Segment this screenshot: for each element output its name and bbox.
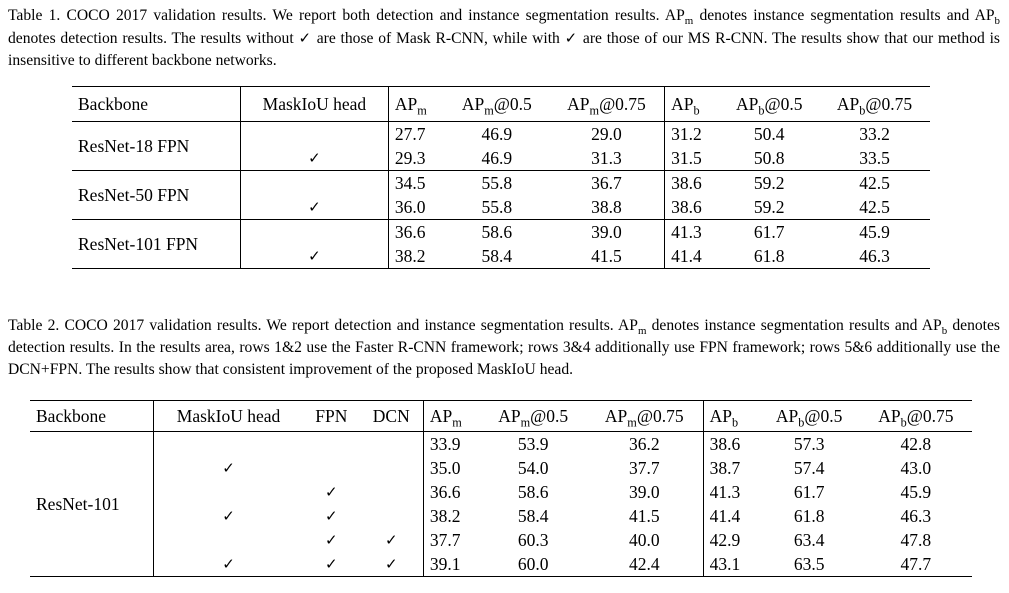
table2-caption: Table 2. COCO 2017 validation results. We report detection and instance segmentation results. $AP_m$ denotes instance segmentation results and $AP_b$ denotes detection results. In the results area, rows 1&2 use the Faster R-CNN framework; rows 3&4 additionally use FPN framework; rows 5&6 additionally use the DCN+FPN. The results show that consistent improvement of the proposed MaskIoU head. <box>8 317 1000 378</box>
ap-b-cell: 38.6 <box>665 195 720 220</box>
header-ap-m-75: $AP_m@0.75$ <box>586 401 703 432</box>
table1-caption: Table 1. COCO 2017 validation results. We report both detection and instance segmentation results. $AP_m$ denotes instance segmentation results and $AP_b$ denotes detection results. The results without ✓ are those of Mask R-CNN, while with ✓ are those of our MS R-CNN. The results show that our method is insensitive to different backbone networks. <box>8 7 1000 69</box>
ap-b-75-cell: 43.0 <box>900 457 932 478</box>
maskiou-cell <box>154 528 303 552</box>
header-backbone: Backbone <box>30 401 154 432</box>
header-backbone: Backbone <box>72 87 240 122</box>
table-row <box>30 504 972 528</box>
ap-m-75-cell: 41.5 <box>628 505 660 526</box>
ap-m-50-cell: 46.9 <box>481 147 513 168</box>
ap-m-cell: 27.7 <box>388 122 444 147</box>
ap-b-cell: 41.4 <box>665 244 720 269</box>
ap-m-75-cell: 36.7 <box>549 171 665 196</box>
ap-b-50-cell: 59.2 <box>719 171 819 196</box>
fpn-cell: ✓ <box>325 507 338 525</box>
ap-m-cell: 29.3 <box>388 146 444 171</box>
ap-b-75-cell: 47.7 <box>860 552 972 577</box>
maskiou-check-cell <box>240 122 388 147</box>
dcn-cell <box>360 456 424 480</box>
ap-m-50-cell: 58.6 <box>445 220 549 245</box>
header-maskiou-head: MaskIoU head <box>154 401 303 432</box>
ap-m-cell: 36.6 <box>388 220 444 245</box>
ap-m-75-cell: 40.0 <box>628 529 660 550</box>
header-ap-b-75: $AP_b@0.75$ <box>860 401 972 432</box>
ap-m-cell: 35.0 <box>423 456 480 480</box>
ap-b-75-cell: 46.3 <box>900 505 932 526</box>
ap-m-75-cell: 37.7 <box>628 457 660 478</box>
ap-m-cell: 33.9 <box>423 432 480 457</box>
header-ap-b-50: $AP_b@0.5$ <box>759 401 860 432</box>
header-ap-m: $AP_m$ <box>423 401 480 432</box>
fpn-cell: ✓ <box>325 531 338 549</box>
header-ap-b: $AP_b$ <box>703 401 758 432</box>
backbone-cell: ResNet-101 FPN <box>72 220 240 269</box>
table-row <box>30 480 972 504</box>
ap-m-50-cell: 58.4 <box>445 244 549 269</box>
ap-m-75-cell: 42.4 <box>586 552 703 577</box>
maskiou-check-cell: ✓ <box>240 244 388 269</box>
ap-b-75-cell: 33.2 <box>819 122 930 147</box>
maskiou-cell: ✓ <box>154 456 303 480</box>
ap-b-cell: 31.5 <box>665 146 720 171</box>
table-row <box>72 122 930 147</box>
header-maskiou-head: MaskIoU head <box>240 87 388 122</box>
backbone-cell: ResNet-18 FPN <box>72 122 240 171</box>
ap-b-50-cell: 59.2 <box>753 196 785 217</box>
header-ap-b: $AP_b$ <box>665 87 720 122</box>
ap-b-cell: 38.6 <box>703 432 758 457</box>
ap-m-75-cell: 41.5 <box>549 244 665 269</box>
ap-m-50-cell: 58.6 <box>517 481 549 502</box>
ap-b-50-cell: 61.8 <box>793 505 825 526</box>
ap-m-cell: 39.1 <box>423 552 480 577</box>
fpn-cell: ✓ <box>303 552 360 577</box>
ap-b-50-cell: 61.7 <box>719 220 819 245</box>
ap-m-75-cell: 29.0 <box>549 122 665 147</box>
ap-b-50-cell: 61.8 <box>719 244 819 269</box>
ap-b-75-cell: 42.8 <box>860 432 972 457</box>
header-ap-m: $AP_m$ <box>388 87 444 122</box>
table2-body <box>30 432 972 577</box>
table-row <box>72 220 930 245</box>
ap-m-cell: 38.2 <box>423 504 480 528</box>
ap-b-50-cell: 57.4 <box>793 457 825 478</box>
header-ap-b-75: $AP_b@0.75$ <box>819 87 930 122</box>
table-row <box>30 432 972 457</box>
ap-m-75-cell: 31.3 <box>591 147 622 168</box>
ap-b-75-cell: 47.8 <box>900 529 932 550</box>
table2 <box>30 400 972 577</box>
ap-b-cell: 41.4 <box>703 504 758 528</box>
ap-b-50-cell: 63.4 <box>793 529 825 550</box>
dcn-cell <box>360 504 424 528</box>
ap-m-50-cell: 46.9 <box>445 122 549 147</box>
dcn-cell: ✓ <box>384 531 398 549</box>
header-dcn: DCN <box>360 401 424 432</box>
ap-m-cell: 38.2 <box>388 244 444 269</box>
ap-m-75-cell: 36.2 <box>586 432 703 457</box>
ap-b-50-cell: 50.8 <box>753 147 785 168</box>
table1-header-row <box>72 87 930 122</box>
ap-b-75-cell: 33.5 <box>859 147 890 168</box>
ap-m-50-cell: 55.8 <box>481 196 513 217</box>
table-row <box>30 528 972 552</box>
ap-m-50-cell: 55.8 <box>445 171 549 196</box>
table-row <box>72 171 930 196</box>
dcn-cell <box>360 432 424 457</box>
maskiou-check-cell: ✓ <box>240 195 388 220</box>
maskiou-cell <box>154 480 303 504</box>
ap-b-cell: 31.2 <box>665 122 720 147</box>
ap-b-50-cell: 57.3 <box>759 432 860 457</box>
ap-b-cell: 42.9 <box>703 528 758 552</box>
ap-b-75-cell: 45.9 <box>900 481 932 502</box>
check-mark-icon: ✓ <box>564 29 579 47</box>
dcn-cell <box>360 480 424 504</box>
ap-m-50-cell: 54.0 <box>517 457 549 478</box>
header-fpn: FPN <box>303 401 360 432</box>
ap-b-50-cell: 50.4 <box>719 122 819 147</box>
ap-m-75-cell: 39.0 <box>628 481 660 502</box>
ap-m-75-cell: 38.8 <box>591 196 622 217</box>
maskiou-check-cell: ✓ <box>240 146 388 171</box>
ap-b-cell: 38.7 <box>703 456 758 480</box>
maskiou-cell: ✓ <box>154 552 303 577</box>
ap-b-75-cell: 46.3 <box>819 244 930 269</box>
fpn-cell <box>303 432 360 457</box>
fpn-cell: ✓ <box>325 483 338 501</box>
ap-b-cell: 38.6 <box>665 171 720 196</box>
table2-header-row <box>30 401 972 432</box>
ap-b-75-cell: 45.9 <box>819 220 930 245</box>
ap-b-50-cell: 63.5 <box>759 552 860 577</box>
ap-m-50-cell: 60.0 <box>480 552 585 577</box>
header-ap-b-50: $AP_b@0.5$ <box>719 87 819 122</box>
maskiou-cell <box>154 432 303 457</box>
ap-m-50-cell: 60.3 <box>517 529 549 550</box>
table-row <box>30 456 972 480</box>
maskiou-check-cell <box>240 171 388 196</box>
ap-b-50-cell: 61.7 <box>793 481 825 502</box>
ap-b-75-cell: 42.5 <box>819 171 930 196</box>
header-ap-m-50: $AP_m@0.5$ <box>480 401 585 432</box>
ap-b-cell: 43.1 <box>703 552 758 577</box>
table-row <box>30 552 972 577</box>
ap-b-cell: 41.3 <box>665 220 720 245</box>
ap-b-75-cell: 42.5 <box>859 196 890 217</box>
table1 <box>72 86 930 269</box>
check-mark-icon: ✓ <box>298 29 312 47</box>
ap-m-cell: 34.5 <box>388 171 444 196</box>
ap-m-cell: 37.7 <box>423 528 480 552</box>
backbone-cell: ResNet-50 FPN <box>72 171 240 220</box>
ap-m-cell: 36.6 <box>423 480 480 504</box>
fpn-cell <box>303 456 360 480</box>
backbone-cell: ResNet-101 <box>30 432 154 577</box>
ap-m-50-cell: 58.4 <box>517 505 549 526</box>
maskiou-cell: ✓ <box>154 504 303 528</box>
header-ap-m-50: $AP_m@0.5$ <box>445 87 549 122</box>
ap-m-50-cell: 53.9 <box>480 432 585 457</box>
ap-b-cell: 41.3 <box>703 480 758 504</box>
dcn-cell: ✓ <box>360 552 424 577</box>
ap-m-cell: 36.0 <box>388 195 444 220</box>
header-ap-m-75: $AP_m@0.75$ <box>549 87 665 122</box>
maskiou-check-cell <box>240 220 388 245</box>
ap-m-75-cell: 39.0 <box>549 220 665 245</box>
table1-body <box>72 122 930 269</box>
